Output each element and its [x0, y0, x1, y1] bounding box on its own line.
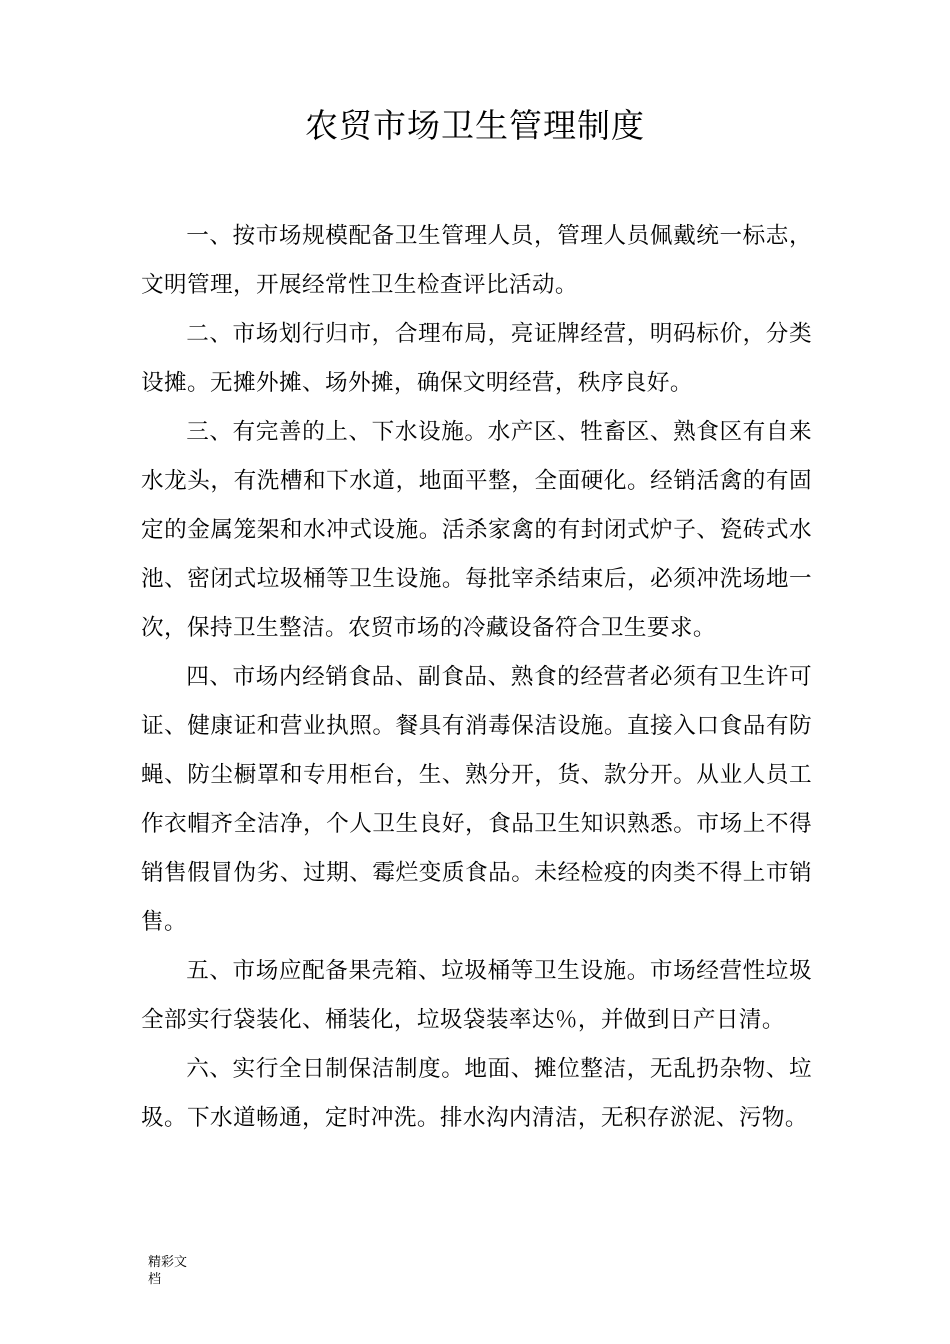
paragraph-6: 六、实行全日制保洁制度。地面、摊位整洁，无乱扔杂物、垃圾。下水道畅通，定时冲洗。排水沟内清洁，无积存淤泥、污物。 [141, 1056, 812, 1131]
paragraph-1: 一、按市场规模配备卫生管理人员，管理人员佩戴统一标志，文明管理，开展经常性卫生检查评比活动。 [141, 223, 812, 298]
paragraph-5: 五、市场应配备果壳箱、垃圾桶等卫生设施。市场经营性垃圾全部实行袋装化、桶装化，垃圾袋装率达％，并做到日产日清。 [141, 958, 812, 1033]
paragraph-4: 四、市场内经销食品、副食品、熟食的经营者必须有卫生许可证、健康证和营业执照。餐具有消毒保洁设施。直接入口食品有防蝇、防尘橱罩和专用柜台，生、熟分开，货、款分开。从业人员工作衣帽齐全洁净，个人卫生良好，食品卫生知识熟悉。市场上不得销售假冒伪劣、过期、霉烂变质食品。未经检疫的肉类不得上市销售。 [141, 664, 812, 935]
document-title: 农贸市场卫生管理制度 [305, 106, 645, 145]
footer-note: 精彩文档 [148, 1255, 188, 1287]
paragraph-2: 二、市场划行归市，合理布局，亮证牌经营，明码标价，分类设摊。无摊外摊、场外摊，确保文明经营，秩序良好。 [141, 321, 812, 396]
paragraph-3: 三、有完善的上、下水设施。水产区、牲畜区、熟食区有自来水龙头，有洗槽和下水道，地面平整，全面硬化。经销活禽的有固定的金属笼架和水冲式设施。活杀家禽的有封闭式炉子、瓷砖式水池、密闭式垃圾桶等卫生设施。每批宰杀结束后，必须冲洗场地一次，保持卫生整洁。农贸市场的冷藏设备符合卫生要求。 [141, 419, 812, 641]
document-body [141, 212, 812, 1143]
